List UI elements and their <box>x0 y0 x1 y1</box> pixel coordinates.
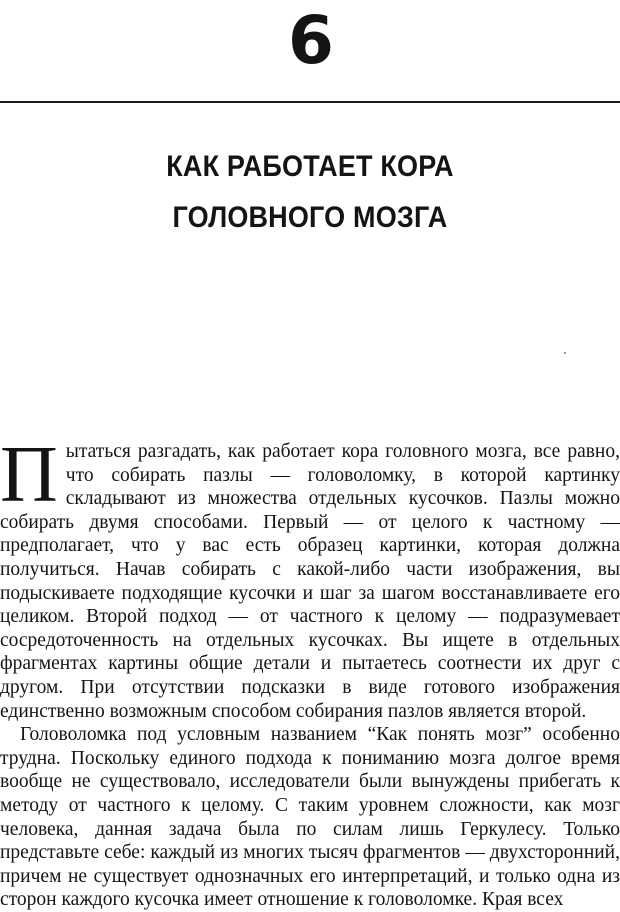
paragraph-2: Головоломка под условным названием “Как понять мозг” особенно трудна. Поскольку единого подхода к пониманию мозга долгое время вообще не существовало, исследователи были вынуждены прибегать к методу от частного к целому. С таким уровнем сложности, как мозг человека, данная задача была по силам лишь Геркулесу. Только представьте себе: каждый из многих тысяч фрагментов — двухсторонний, причем не существует однозначных его интерпретаций, и только одна из сторон каждого кусочка имеет отношение к головоломке. Края всех <box>0 724 620 911</box>
chapter-divider <box>0 101 620 103</box>
chapter-title <box>31 141 589 243</box>
body-text <box>0 431 620 912</box>
chapter-title-line-1: КАК РАБОТАЕТ КОРА <box>166 150 454 183</box>
chapter-title-line-2: ГОЛОВНОГО МОЗГА <box>172 201 448 234</box>
paragraph-1-text: ытаться разгадать, как работает кора головного мозга, все равно, что собирать пазлы — головоломку, в которой картинку складывают из множества отдельных кусочков. Пазлы можно собирать двумя способами. Первый — от целого к частному — предполагает, что у вас есть образец картинки, которая должна получиться. Начав собирать с какой-либо части изображения, вы подыскиваете подходящие кусочки и шаг за шагом восстанавливаете его целиком. Второй подход — от частного к целому — подразумевает сосредоточенность на отдельных кусочках. Вы ищете в отдельных фрагментах картины общие детали и пытаетесь соотнести их друг с другом. При отсутствии подсказки в виде готового изображения единственно возможным способом собирания пазлов является второй. <box>0 441 620 722</box>
paragraph-1 <box>0 431 620 723</box>
drop-cap: П <box>0 431 58 519</box>
chapter-number: 6 <box>288 2 332 79</box>
scan-speck <box>564 352 566 354</box>
